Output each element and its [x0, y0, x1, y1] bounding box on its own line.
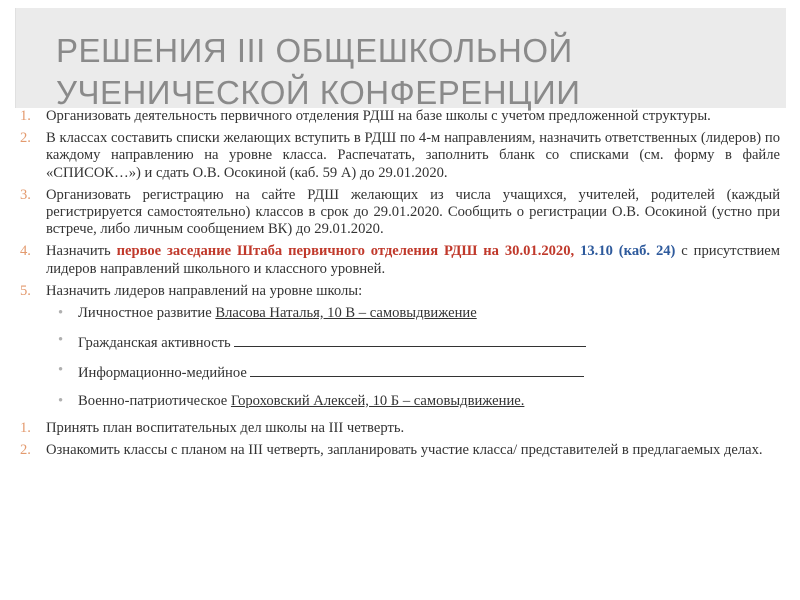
list-number: 1.	[20, 419, 31, 436]
bullet-icon: •	[58, 392, 64, 409]
sub-item	[20, 305, 780, 322]
list-item	[20, 108, 780, 125]
direction-label: Личностное развитие	[78, 305, 216, 322]
list-item	[20, 243, 780, 277]
bullet-icon: •	[58, 362, 64, 379]
list-item-text: Организовать деятельность первичного отделения РДШ на базе школы с учетом предложенной структуры.	[46, 108, 711, 124]
list-number: 1.	[20, 108, 31, 124]
blank-line	[250, 362, 584, 377]
list-item-text: Принять план воспитательных дел школы на III четверть.	[46, 419, 405, 436]
list-item-text: Организовать регистрацию на сайте РДШ желающих из числа учащихся, учителей, родителей (каждый регистрируется самостоятельно) классов в срок до 29.01.2020. Сообщить о регистрации О.В. Осокиной (устно при встрече, либо личным сообщением ВК) до 29.01.2020.	[46, 186, 780, 238]
list-number: 5.	[20, 282, 31, 299]
list-item	[20, 283, 780, 300]
list-item	[20, 130, 780, 182]
content-list	[20, 108, 780, 464]
list-number: 3.	[20, 186, 31, 203]
list-number: 4.	[20, 243, 31, 260]
highlight-time: 13.10 (каб. 24)	[580, 243, 676, 260]
direction-label: Гражданская активность	[78, 335, 235, 352]
slide-title: РЕШЕНИЯ III ОБЩЕШКОЛЬНОЙ УЧЕНИЧЕСКОЙ КОНФЕРЕНЦИИ	[56, 32, 581, 111]
list-number: 2.	[20, 130, 31, 147]
list-item	[20, 420, 780, 437]
title-band	[15, 8, 786, 111]
list-item-text: Ознакомить классы с планом на III четверть, запланировать участие класса/ представителей в предлагаемых делах.	[46, 442, 763, 459]
list-item	[20, 442, 780, 459]
sub-item	[20, 332, 780, 352]
direction-label: Информационно-медийное	[78, 365, 251, 382]
direction-leader: Власова Наталья, 10 В – самовыдвижение	[215, 305, 477, 322]
sub-item	[20, 362, 780, 382]
sub-item	[20, 393, 780, 410]
blank-line	[234, 332, 586, 347]
bullet-icon: •	[58, 332, 64, 349]
list-number: 2.	[20, 442, 31, 459]
list-item-suffix: с присутствием лидеров направлений школьного и классного уровней.	[46, 243, 780, 277]
list-item-text: В классах составить списки желающих вступить в РДШ по 4-м направлениям, назначить ответственных (лидеров) по каждому направлению на уровне класса. Распечатать, заполнить бланк со списками (см. форму в файле «СПИСОК…») и сдать О.В. Осокиной (каб. 59 А) до 29.01.2020.	[46, 130, 780, 181]
list-item	[20, 187, 780, 239]
list-item-text: Назначить лидеров направлений на уровне школы:	[46, 282, 363, 299]
direction-leader: Гороховский Алексей, 10 Б – самовыдвижение.	[230, 392, 525, 409]
highlight-meeting: первое заседание Штаба первичного отделения РДШ на 30.01.2020,	[116, 243, 575, 260]
direction-label: Военно-патриотическое	[78, 392, 231, 409]
list-item-prefix: Назначить	[46, 243, 117, 260]
bullet-icon: •	[58, 305, 64, 322]
